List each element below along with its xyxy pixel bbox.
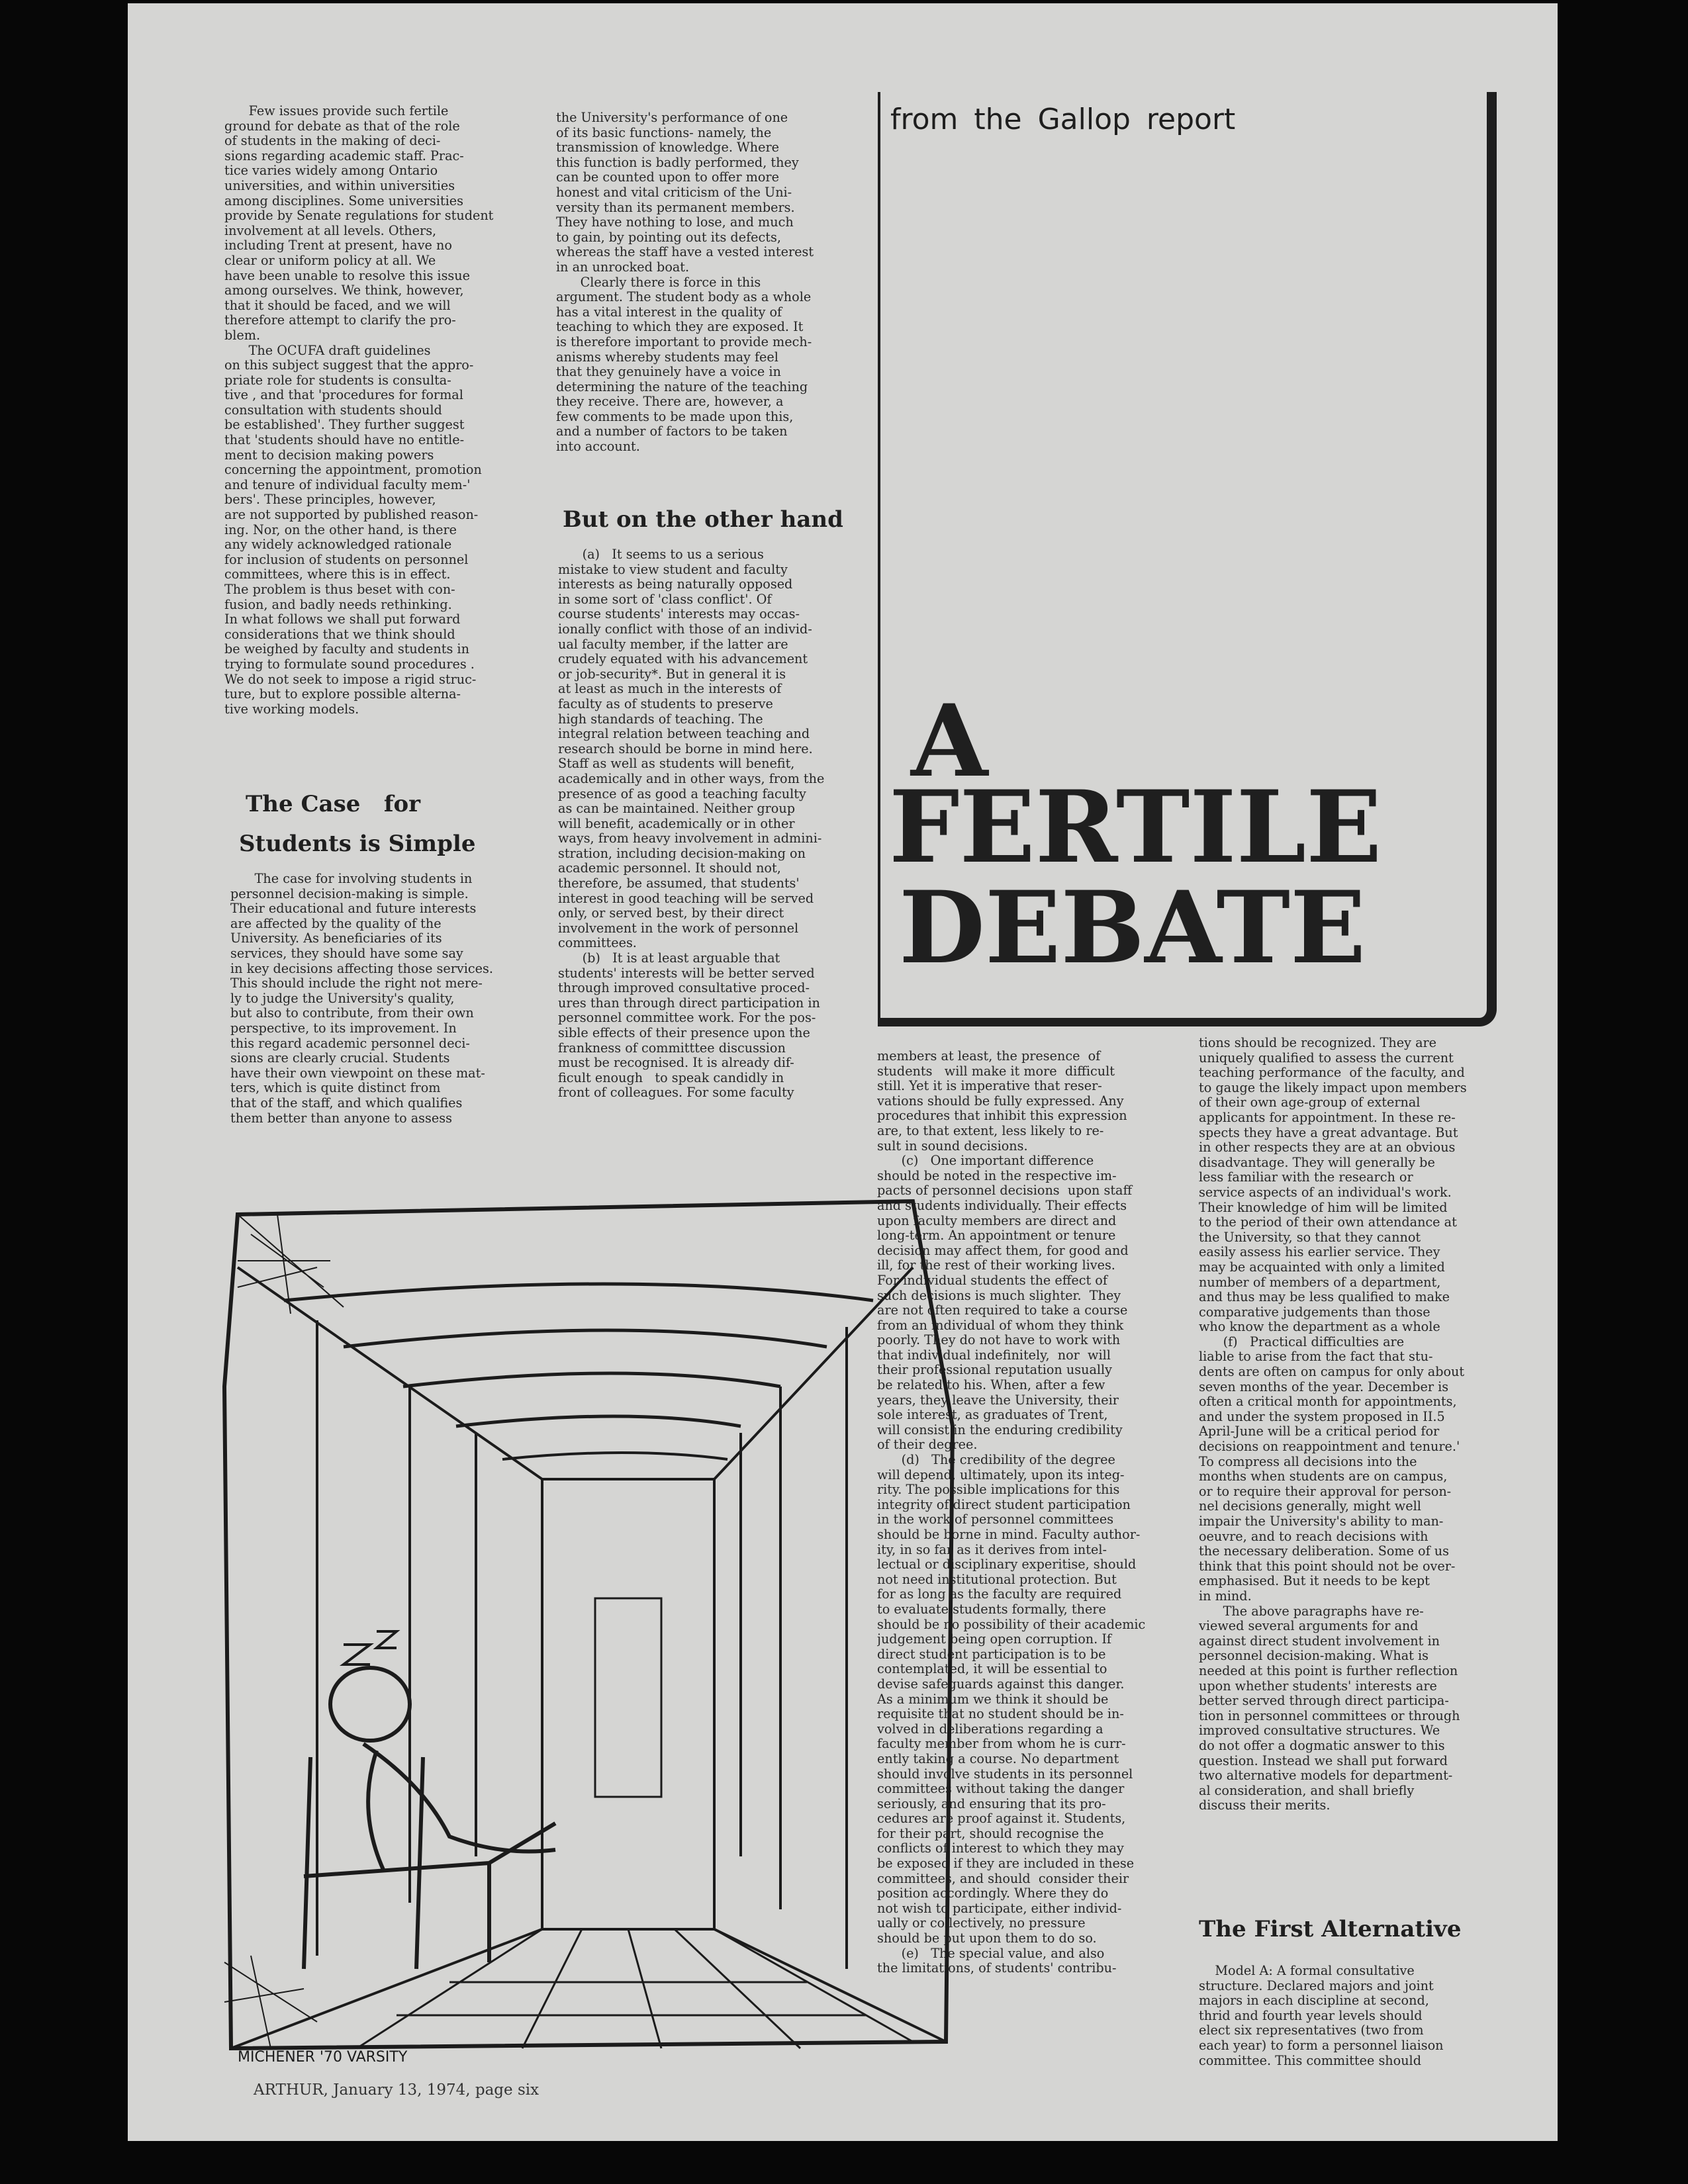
sleeping-figure-head	[330, 1668, 410, 1741]
heading-other-hand: But on the other hand	[563, 506, 843, 533]
corridor-outline	[224, 1201, 953, 2048]
title-line-2: FERTILE	[889, 769, 1382, 886]
corridor-end-inner	[595, 1598, 661, 1797]
page-footer: ARTHUR, January 13, 1974, page six	[254, 2081, 539, 2099]
box-header-label: from the Gallop report	[890, 103, 1236, 136]
heading-case-line2: Students is Simple	[239, 831, 476, 857]
snore-zzz	[344, 1631, 397, 1664]
title-line-1: A	[911, 683, 988, 799]
chair	[304, 1757, 555, 1969]
column-4: tions should be recognized. They are uniquely qualified to assess the current teaching performance of the faculty, and to gauge the likely impact upon members of their own age-group of external applicants for appointment. In these re- spects they have a great advantage. But in other respects they are at an obvious disadvantage. They will generally be less familiar with the research or service aspects of an individual's work. Their knowledge of him will be limited to the period of their own attendance at the University, so that they cannot easily assess his earlier service. They may be acquainted with only a limited number of members of a department, and thus may be less qualified to make comparative judgements than those who know the department as a whole (f) Practical difficulties are liable to arise from the fact that stu- dents are often on campus for only about seven months of the year. December is often a critical month for appointments, and under the system proposed in II.5 April-June will be a critical period for decisions on reappointment and tenure.' To compress all decisions into the months when students are on campus, or to require their approval for person- nel decisions generally, might well impair the University's ability to man- oeuvre, and to reach decisions with the necessary deliberation. Some of us think that this point should not be over- emphasised. But it needs to be kept in mind. The above paragraphs have re- viewed several arguments for and against direct student involvement in personnel decision-making. What is needed at this point is further reflection upon whether students' interests are better served through direct participa- tion in personnel committees or through improved consultative structures. We do not offer a dogmatic answer to this question. Instead we shall put forward two alternative models for department- al consideration, and shall briefly discuss their merits.	[1199, 1036, 1467, 1813]
newspaper-page	[128, 3, 1558, 2141]
column-1-intro: Few issues provide such fertile ground for debate as that of the role of students in the making of deci- sions regarding academic staff. Prac- tice varies widely among Ontario universities, and within universities among disciplines. Some universities provide by Senate regulations for student involvement at all levels. Others, including Trent at present, have no clear or uniform policy at all. We have been unable to resolve this issue among ourselves. We think, however, that it should be faced, and we will therefore attempt to clarify the pro- blem. The OCUFA draft guidelines on this subject suggest that the appro- priate role for students is consulta- tive , and that 'procedures for formal consultation with students should be established'. They further suggest that 'students should have no entitle- ment to decision making powers concerning the appointment, promotion and tenure of individual faculty mem-' bers'. These principles, however, are not supported by published reason- ing. Nor, on the other hand, is there any widely acknowledged rationale for inclusion of students on personnel committees, where this is in effect. The problem is thus beset with con- fusion, and badly needs rethinking. In what follows we shall put forward considerations that we think should be weighed by faculty and students in trying to formulate sound procedures . We do not seek to impose a rigid struc- ture, but to explore possible alterna- tive working models.	[224, 104, 494, 717]
title-line-3: DEBATE	[899, 870, 1366, 986]
corridor-right-wall	[714, 1267, 946, 2042]
column-2-top: the University's performance of one of its basic functions- namely, the transmission of knowledge. Where this function is badly performed, they can be counted upon to offer more honest and vital criticism of the Uni- versity than its permanent members. They have nothing to lose, and much to gain, by pointing out its defects, whereas the staff have a vested interest in an unrocked boat. Clearly there is force in this argument. The student body as a whole has a vital interest in the quality of teaching to which they are exposed. It is therefore important to provide mech- anisms whereby students may feel that they genuinely have a voice in determining the nature of the teaching they receive. There are, however, a few comments to be made upon this, and a number of factors to be taken into account.	[556, 111, 814, 455]
column-2-bottom: (a) It seems to us a serious mistake to view student and faculty interests as being naturally opposed in some sort of 'class conflict'. Of course students' interests may occas- ionally conflict with those of an individ- ual faculty member, if the latter are crudely equated with his advancement or job-security*. But in general it is at least as much in the interests of faculty as of students to preserve high standards of teaching. The integral relation between teaching and research should be borne in mind here. Staff as well as students will benefit, academically and in other ways, from the presence of as good a teaching faculty as can be maintained. Neither group will benefit, academically or in other ways, from heavy involvement in admini- stration, including decision-making on academic personnel. It should not, therefore, be assumed, that students' interest in good teaching will be served only, or served best, by their direct involvement in the work of personnel committees. (b) It is at least arguable that students' interests will be better served through improved consultative proced- ures than through direct participation in personnel committee work. For the pos- sible effects of their presence upon the frankness of committtee discussion must be recognised. It is already dif- ficult enough to speak candidly in front of colleagues. For some faculty	[558, 547, 825, 1101]
column-1-case: The case for involving students in personnel decision-making is simple. Their educational and future interests are affected by the quality of the University. As beneficiaries of its services, they should have some say in key decisions affecting those services. This should include the right not mere- ly to judge the University's quality, but also to contribute, from their own perspective, to its improvement. In this regard academic personnel deci- sions are clearly crucial. Students have their own viewpoint on these mat- ters, which is quite distinct from that of the staff, and which qualifies them better than anyone to assess	[230, 872, 493, 1126]
column-4-model-a: Model A: A formal consultative structure. Declared majors and joint majors in each discipline at second, thrid and fourth year levels should elect six representatives (two from each year) to form a personnel liaison committee. This committee should	[1199, 1964, 1444, 2068]
artist-signature: MICHENER '70 VARSITY	[238, 2049, 408, 2066]
heading-first-alternative: The First Alternative	[1199, 1916, 1462, 1942]
heading-case-line1: The Case for	[246, 791, 421, 817]
corridor-end	[542, 1479, 714, 1929]
corridor-left-wall	[231, 1267, 542, 2048]
column-3: members at least, the presence of students will make it more difficult still. Yet it is imperative that reser- vations should be fully expressed. Any procedures that inhibit this expression are, to that extent, less likely to re- sult in sound decisions. (c) One important difference should be noted in the respective im- pacts of personnel decisions upon staff and students individually. Their effects upon faculty members are direct and long-term. An appointment or tenure decision may affect them, for good and ill, for the rest of their working lives. For individual students the effect of such decisions is much slighter. They are not often required to take a course from an individual of whom they think poorly. They do not have to work with that individual indefinitely, nor will their professional reputation usually be related to his. When, after a few years, they leave the University, their sole interest, as graduates of Trent, will consist in the enduring credibility of their degree. (d) The credibility of the degree will depend, ultimately, upon its integ- rity. The possible implications for this integrity of direct student participation in the work of personnel committees should be borne in mind. Faculty author- ity, in so far as it derives from intel- lectual or disciplinary experitise, should not need institutional protection. But for as long as the faculty are required to evaluate students formally, there should be no possibility of their academic judgement being open corruption. If direct student participation is to be contemplated, it will be essential to devise safeguards against this danger. As a minimum we think it should be requisite that no student should be in- volved in deliberations regarding a faculty member from whom he is curr- ently taking a course. No department should involve students in its personnel committees without taking the danger seriously, and ensuring that its pro- cedures are proof against it. Students, for their part, should recognise the conflicts of interest to which they may be exposed if they are included in these committees, and should consider their position accordingly. Where they do not wish to participate, either individ- ually or collectively, no pressure should be put upon them to do so. (e) The special value, and also the limitations, of students' contribu-	[877, 1049, 1146, 1976]
cartoon-illustration	[211, 1188, 986, 2075]
sleeping-figure-body	[363, 1744, 555, 1870]
